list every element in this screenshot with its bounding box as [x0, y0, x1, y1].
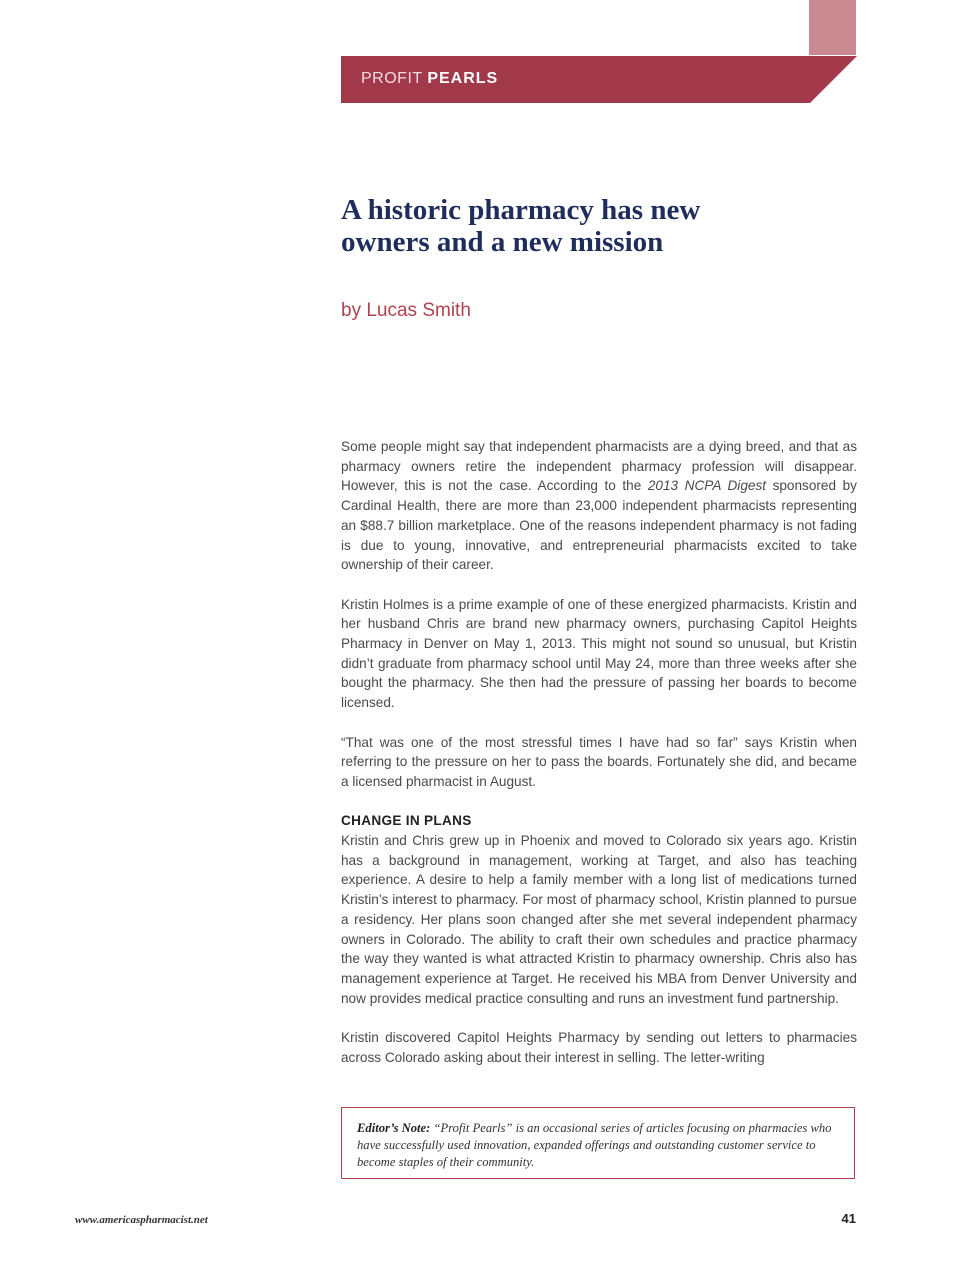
- subheading: CHANGE IN PLANS: [341, 813, 472, 829]
- byline: by Lucas Smith: [341, 300, 471, 321]
- paragraph-1-end: sponsored by Cardinal Health, there are more than 23,000 independent pharmacists representing an $88.7 billion marketplace. One of the reasons independent pharmacy is not fading is due to young, innovative, and entrepreneurial pharmacists excited to take ownership of their career.: [341, 478, 857, 573]
- editors-note-label: Editor’s Note:: [357, 1121, 431, 1135]
- paragraph-1-start: Some people might say that independent pharmacists are a dying breed, and that as pharmacy owners retire the independent pharmacy profession will disappear. However, this is not the case. According to the: [341, 439, 857, 494]
- title-line-1: A historic pharmacy has new: [341, 194, 701, 226]
- paragraph-5: Kristin discovered Capitol Heights Pharmacy by sending out letters to pharmacies across Colorado asking about their interest in selling. The letter-writing: [341, 1030, 857, 1065]
- publication-title: 2013 NCPA Digest: [647, 478, 767, 494]
- article-title: [341, 194, 861, 258]
- article-body: [341, 437, 857, 1067]
- editors-note-text: “Profit Pearls” is an occasional series of articles focusing on pharmacies who have successfully used innovation, expanded offerings and outstanding customer service to become staples of their community.: [357, 1121, 832, 1169]
- editors-note: [341, 1107, 855, 1179]
- paragraph-4: Kristin and Chris grew up in Phoenix and moved to Colorado six years ago. Kristin has a background in management, working at Target, and also has teaching experience. A desire to help a family member with a long list of medications turned Kristin’s interest to pharmacy. For most of pharmacy school, Kristin planned to pursue a residency. Her plans soon changed after she met several independent pharmacy owners in Colorado. The ability to craft their own schedules and practice pharmacy the way they wanted is what attracted Kristin to pharmacy ownership. Chris also has management experience at Target. He received his MBA from Denver University and now provides medical practice consulting and runs an investment fund partnership.: [341, 833, 857, 1006]
- section-label-light: PROFIT: [361, 70, 423, 87]
- section-label: [361, 70, 498, 88]
- page-number: 41: [841, 1211, 856, 1226]
- section-banner: [341, 56, 857, 103]
- paragraph-1: [341, 437, 857, 575]
- paragraph-2: Kristin Holmes is a prime example of one of these energized pharmacists. Kristin and her husband Chris are brand new pharmacy owners, purchasing Capitol Heights Pharmacy in Denver on May 1, 2013. This might not sound so unusual, but Kristin didn’t graduate from pharmacy school until May 24, more than three weeks after she bought the pharmacy. She then had the pressure of passing her boards to become licensed.: [341, 596, 857, 711]
- title-line-2: owners and a new mission: [341, 226, 664, 258]
- paragraph-3: “That was one of the most stressful times I have had so far” says Kristin when referring to the pressure on her to pass the boards. Fortunately she did, and became a licensed pharmacist in August.: [341, 734, 857, 789]
- corner-tab: [809, 0, 856, 55]
- section-label-bold: PEARLS: [427, 70, 499, 87]
- footer-url[interactable]: www.americaspharmacist.net: [75, 1214, 208, 1226]
